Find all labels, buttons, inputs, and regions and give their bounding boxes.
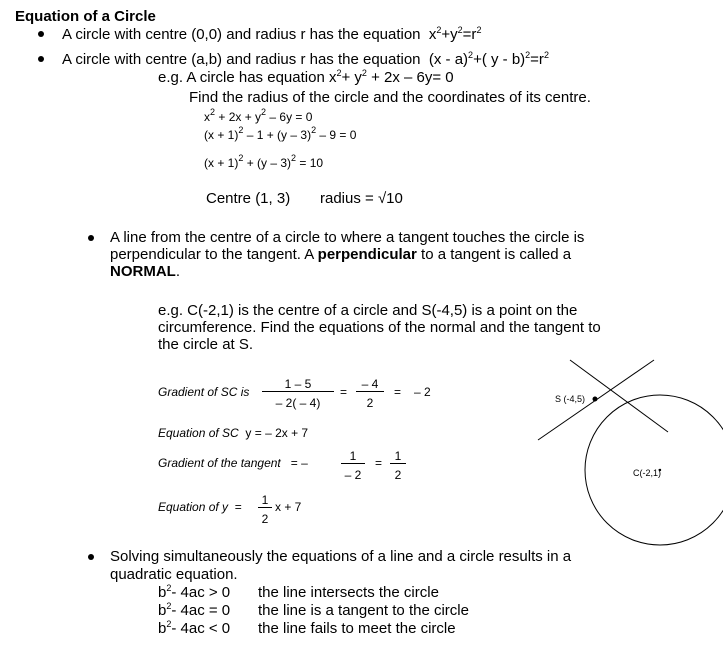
equals-sign: =	[340, 385, 348, 399]
example1-question: Find the radius of the circle and the coordinates of its centre.	[189, 89, 591, 106]
fraction-denominator: 2	[366, 396, 374, 410]
equation-tangent-label: Equation of y =	[158, 500, 242, 514]
gradient-fraction-2	[356, 377, 384, 410]
normal-text-line1: A line from the centre of a circle to where a tangent touches the circle is	[110, 229, 585, 246]
bullet-dot	[88, 235, 94, 241]
tangent-fraction-1	[341, 449, 365, 482]
normal-text-line2: perpendicular to the tangent. A perpendicular to a tangent is called a	[110, 246, 572, 263]
example1-working-line1: $x^2 + 2x + y^2 - 6y = 0$	[204, 107, 313, 124]
example1-working-line2: $(x + 1)^2 - 1 + (y - 3)^2 - 9 = 0$	[204, 125, 357, 142]
discriminant-row: $b^2-$ 4ac > 0	[158, 583, 231, 601]
fraction-numerator: – 4	[356, 377, 384, 392]
example1-centre: Centre (1, 3)	[206, 190, 291, 207]
fraction-numerator: 1	[390, 449, 406, 464]
example1-working-line3: $(x + 1)^2 + (y - 3)^2 = 10$	[204, 153, 324, 170]
discriminant-meaning: the line intersects the circle	[258, 584, 439, 601]
bullet-origin-circle: A circle with centre (0,0) and radius r has the equation $x^2+y^2=r^2$	[62, 25, 482, 43]
equation-sc: Equation of SC y = – 2x + 7	[158, 426, 309, 440]
example2-line1: e.g. C(-2,1) is the centre of a circle and S(-4,5) is a point on the	[158, 302, 578, 319]
tangent-equation-fraction	[258, 493, 272, 526]
tangent-fraction-2	[390, 449, 406, 482]
discriminant-meaning: the line is a tangent to the circle	[258, 602, 469, 619]
point-c-label: C(-2,1)	[633, 468, 662, 478]
gradient-sc-label: Gradient of SC is	[158, 385, 250, 399]
fraction-numerator: 1	[258, 493, 272, 508]
fraction-numerator: 1	[341, 449, 365, 464]
example1-intro: e.g. A circle has equation $x^2+ y^2 + 2x - 6y= 0$	[158, 68, 454, 86]
gradient-tangent-label: Gradient of the tangent = –	[158, 456, 308, 470]
bullet-dot	[38, 31, 44, 37]
discriminant-row: $b^2-$ 4ac = 0	[158, 601, 231, 619]
page-title: Equation of a Circle	[15, 8, 156, 25]
equals-sign: =	[375, 456, 383, 470]
bullet-general-circle: A circle with centre (a,b) and radius r has the equation (x - a)$^2$+( $y - b)^2=r^2$	[62, 50, 549, 68]
fraction-denominator: 2	[394, 468, 402, 482]
discriminant-line2: quadratic equation.	[110, 566, 238, 583]
example2-line2: circumference. Find the equations of the normal and the tangent to	[158, 319, 601, 336]
point-s-dot	[593, 397, 598, 402]
circle-tangent-diagram	[520, 350, 723, 550]
example1-radius: radius = √10	[320, 190, 403, 207]
discriminant-meaning: the line fails to meet the circle	[258, 620, 456, 637]
equals-sign: =	[394, 385, 402, 399]
gradient-result: – 2	[414, 385, 431, 399]
example2-line3: the circle at S.	[158, 336, 254, 353]
normal-text-line3: NORMAL.	[110, 263, 180, 280]
gradient-sc-fraction	[262, 377, 334, 410]
bullet-dot	[38, 56, 44, 62]
fraction-denominator: – 2	[344, 468, 362, 482]
bullet-dot	[88, 554, 94, 560]
discriminant-line1: Solving simultaneously the equations of a line and a circle results in a	[110, 548, 572, 565]
tangent-equation-rest: x + 7	[275, 500, 302, 514]
fraction-numerator: 1 – 5	[262, 377, 334, 392]
point-s-label: S (-4,5)	[555, 394, 586, 404]
fraction-denominator: 2	[261, 512, 269, 526]
discriminant-row: $b^2-$ 4ac < 0	[158, 619, 231, 637]
fraction-denominator: – 2( – 4)	[275, 396, 321, 410]
